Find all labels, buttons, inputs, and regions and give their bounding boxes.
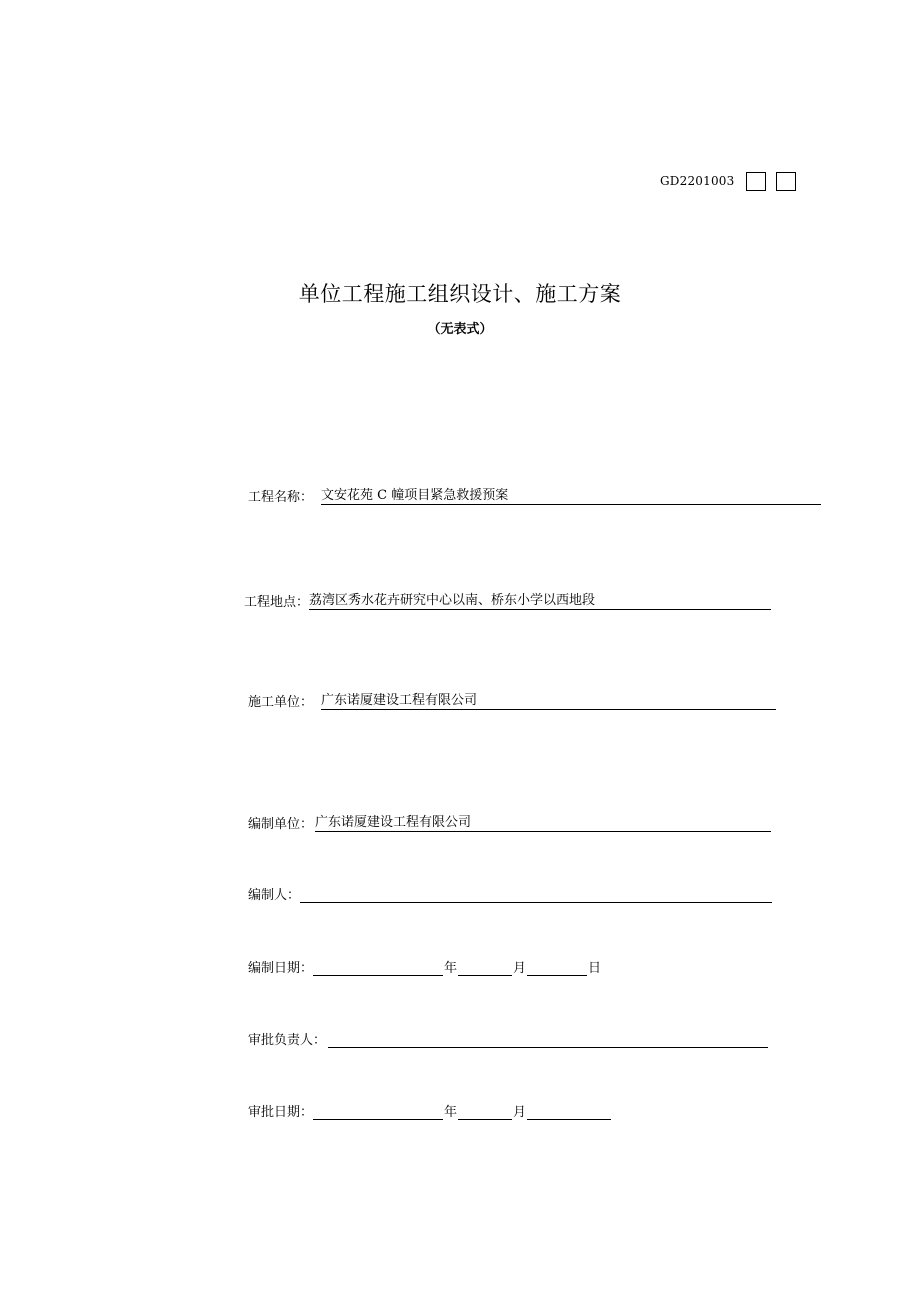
approval-date-year-unit: 年 <box>444 1105 458 1120</box>
construction-unit-value[interactable]: 广东诺厦建设工程有限公司 <box>321 692 776 710</box>
approver-value[interactable] <box>328 1030 768 1048</box>
checkbox-2[interactable] <box>776 172 796 191</box>
project-location-label: 工程地点： <box>244 595 310 610</box>
compiler-label: 编制人： <box>248 888 301 903</box>
compile-date-day-unit: 日 <box>588 961 602 976</box>
field-approver <box>248 1028 768 1048</box>
compiling-unit-value[interactable]: 广东诺厦建设工程有限公司 <box>315 814 771 832</box>
project-name-label: 工程名称： <box>248 490 314 505</box>
field-compiling-unit <box>248 812 771 832</box>
compile-date-day-input[interactable] <box>527 958 587 976</box>
project-location-value[interactable]: 荔湾区秀水花卉研究中心以南、桥东小学以西地段 <box>309 592 771 610</box>
compiling-unit-label: 编制单位： <box>248 817 314 832</box>
compile-date-month-input[interactable] <box>458 958 512 976</box>
document-title: 单位工程施工组织设计、施工方案 <box>298 282 622 306</box>
compile-date-year-unit: 年 <box>444 961 458 976</box>
construction-unit-label: 施工单位： <box>248 695 314 710</box>
approval-date-year-input[interactable] <box>313 1102 443 1120</box>
field-compiler <box>248 883 772 903</box>
field-compile-date <box>248 956 602 976</box>
approval-date-month-input[interactable] <box>458 1102 512 1120</box>
approval-date-month-unit: 月 <box>513 1105 527 1120</box>
document-subtitle: （无表式） <box>427 322 493 337</box>
field-project-name <box>248 485 821 505</box>
field-project-location <box>244 590 771 610</box>
approval-date-label: 审批日期： <box>248 1105 314 1120</box>
approval-date-day-input[interactable] <box>527 1102 611 1120</box>
approver-label: 审批负责人： <box>248 1033 327 1048</box>
compile-date-year-input[interactable] <box>313 958 443 976</box>
compile-date-label: 编制日期： <box>248 961 314 976</box>
field-construction-unit <box>248 690 776 710</box>
project-name-value[interactable]: 文安花苑 C 幢项目紧急救援预案 <box>321 487 821 505</box>
form-code: GD2201003 <box>660 174 735 188</box>
field-approval-date <box>248 1100 611 1120</box>
checkbox-1[interactable] <box>746 172 766 191</box>
compiler-value[interactable] <box>300 885 772 903</box>
compile-date-month-unit: 月 <box>513 961 527 976</box>
form-code-row <box>660 170 796 192</box>
